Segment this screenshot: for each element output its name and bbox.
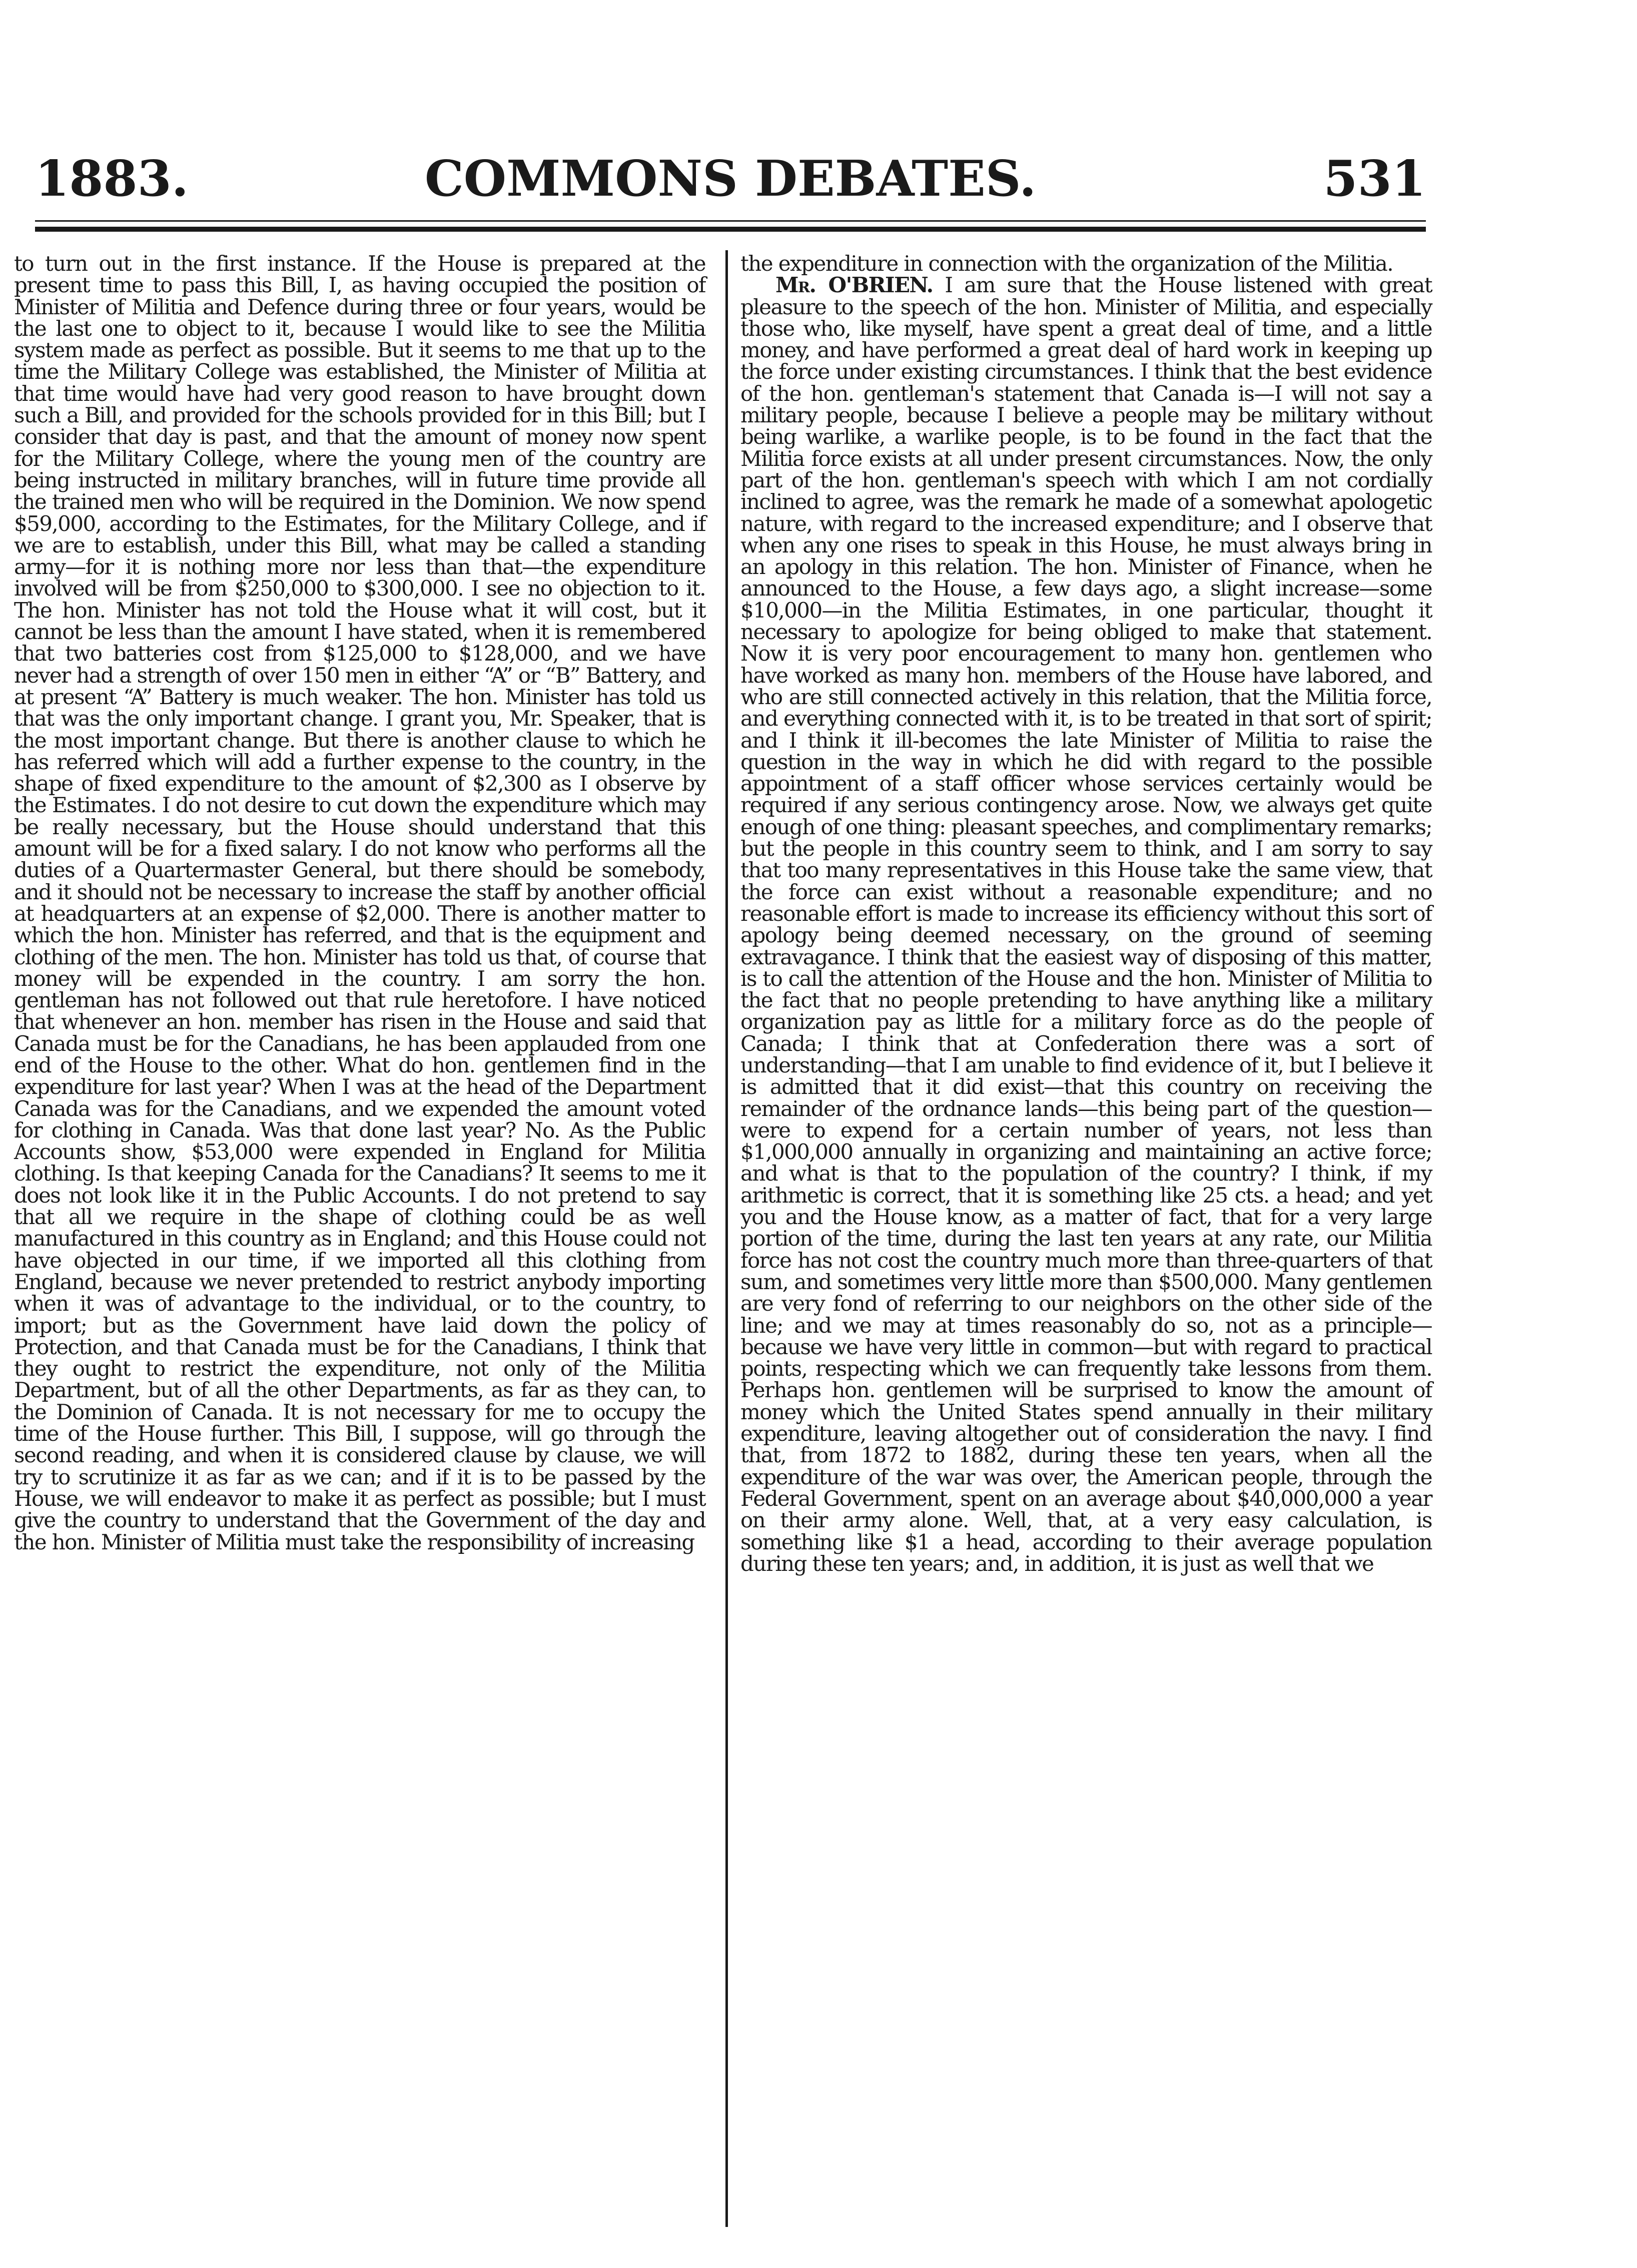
header-year: 1883. [35, 150, 189, 208]
paragraph: the expenditure in connection with the organization of the Militia. [740, 251, 1393, 276]
publication-title: COMMONS DEBATES. [424, 150, 1037, 208]
speaker-name: Mr. O'BRIEN. [775, 273, 933, 298]
speech-text: I am sure that the House listened with great pleasure to the speech of the hon. Minister of Militia, and especially those who, like myself, have spent a great deal of time, and a little money, and have performed a great deal of hard work in keeping up the force under existing circumstances. I think that the best evidence of the hon. gentleman's statement that Canada is—I will not say a military people, because I believe a people may be military without being warlike, a warlike people, is to be found in the fact that the Militia force exists at all under present circumstances. Now, the only part of the hon. gentleman's speech with which I am not cordially inclined to agree, was the remark he made of a somewhat apologetic nature, with regard to the increased expenditure; and I observe that when any one rises to speak in this House, he must always bring in an apology in this relation. The hon. Minister of Finance, when he announced to the House, a few days ago, a slight increase—some $10,000—in the Militia Estimates, in one particular, thought it necessary to apologize for being obliged to make that statement. Now it is very poor encouragement to many hon. gentlemen who have worked as many hon. members of the House have labored, and who are still connected actively in this relation, that the Militia force, and everything connected with it, is to be treated in that sort of spirit; and I think it ill-becomes the late Minister of Militia to raise the question in the way in which he did with regard to the possible appointment of a staff officer whose services certainly would be required if any serious contingency arose. Now, we always get quite enough of one thing: pleasant speeches, and complimentary remarks; but the people in this country seem to think, and I am sorry to say that too many representatives in this House take the same view, that the force can exist without a reasonable expenditure; and no reasonable effort is made to increase its efficiency without this sort of apology being deemed necessary, on the ground of seeming extravagance. I think that the easiest way of disposing of this matter, is to call the attention of the House and the hon. Minister of Militia to the fact that no people pretending to have anything like a military organization pay as little for a military force as do the people of Canada; I think that at Confederation there was a sort of understanding—that I am unable to find evidence of it, but I believe it is admitted that it did exist—that this country on receiving the remainder of the ordnance lands—this being part of the question—were to expend for a certain number of years, not less than $1,000,000 annually in organizing and maintaining an active force; and what is that to the population of the country? I think, if my arithmetic is correct, that it is something like 25 cts. a head; and yet you and the House know, as a matter of fact, that for a very large portion of the time, during the last ten years at any rate, our Militia force has not cost the country much more than three-quarters of that sum, and sometimes very little more than $500,000. Many gentlemen are very fond of referring to our neighbors on the other side of the line; and we may at times reasonably do so, not as a principle—because we have very little in common—but with regard to practical points, respecting which we can frequently take lessons from them. Perhaps hon. gentlemen will be surprised to know the amount of money which the United States spend annually in their military expenditure, leaving altogether out of consideration the navy. I find that, from 1872 to 1882, during these ten years, when all the expenditure of the war was over, the American people, through the Federal Government, spent on an average about $40,000,000 a year on their army alone. Well, that, at a very easy calculation, is something like $1 a head, according to their average population during these ten years; and, in addition, it is just as well that we [740, 273, 1432, 1576]
left-column [14, 253, 705, 1553]
header-rule-thin [35, 220, 1426, 222]
paragraph: to turn out in the first instance. If the House is prepared at the present time to pass this Bill, I, as having occupied the position of Minister of Militia and Defence during three or four years, would be the last one to object to it, because I would like to see the Militia system made as perfect as possible. But it seems to me that up to the time the Military College was established, the Minister of Militia at that time would have had very good reason to have brought down such a Bill, and provided for the schools provided for in this Bill; but I consider that day is past, and that the amount of money now spent for the Military College, where the young men of the country are being instructed in military branches, will in future time provide all the trained men who will be required in the Dominion. We now spend $59,000, according to the Estimates, for the Military College, and if we are to establish, under this Bill, what may be called a standing army—for it is nothing more nor less than that—the expenditure involved will be from $250,000 to $300,000. I see no objection to it. The hon. Minister has not told the House what it will cost, but it cannot be less than the amount I have stated, when it is remembered that two batteries cost from $125,000 to $128,000, and we have never had a strength of over 150 men in either “A” or “B” Battery, and at present “A” Battery is much weaker. The hon. Minister has told us that was the only important change. I grant you, Mr. Speaker, that is the most important change. But there is another clause to which he has referred which will add a further expense to the country, in the shape of fixed expenditure to the amount of $2,300 as I observe by the Estimates. I do not desire to cut down the expenditure which may be really necessary, but the House should understand that this amount will be for a fixed salary. I do not know who performs all the duties of a Quartermaster General, but there should be somebody, and it should not be necessary to increase the staff by another official at headquarters at an expense of $2,000. There is another matter to which the hon. Minister has referred, and that is the equipment and clothing of the men. The hon. Minister has told us that, of course that money will be expended in the country. I am sorry the hon. gentleman has not followed out that rule heretofore. I have noticed that whenever an hon. member has risen in the House and said that Canada must be for the Canadians, he has been applauded from one end of the House to the other. What do hon. gentlemen find in the expenditure for last year? When I was at the head of the Department Canada was for the Canadians, and we expended the amount voted for clothing in Canada. Was that done last year? No. As the Public Accounts show, $53,000 were expended in England for Militia clothing. Is that keeping Canada for the Canadians? It seems to me it does not look like it in the Public Accounts. I do not pretend to say that all we require in the shape of clothing could be as well manufactured in this country as in England; and this House could not have objected in our time, if we imported all this clothing from England, because we never pretended to restrict anybody importing when it was of advantage to the individual, or to the country, to import; but as the Government have laid down the policy of Protection, and that Canada must be for the Canadians, I think that they ought to restrict the expenditure, not only of the Militia Department, but of all the other Departments, as far as they can, to the Dominion of Canada. It is not necessary for me to occupy the time of the House further. This Bill, I suppose, will go through the second reading, and when it is considered clause by clause, we will try to scrutinize it as far as we can; and if it is to be passed by the House, we will endeavor to make it as perfect as possible; but I must give the country to understand that the Government of the day and the hon. Minister of Militia must take the responsibility of increasing [14, 251, 705, 1554]
column-divider [725, 250, 728, 2227]
header-rule-thick [35, 227, 1426, 232]
right-column [740, 253, 1432, 1574]
page-header [35, 150, 1426, 210]
speech-paragraph [740, 274, 1432, 1574]
page-number: 531 [1323, 150, 1426, 208]
